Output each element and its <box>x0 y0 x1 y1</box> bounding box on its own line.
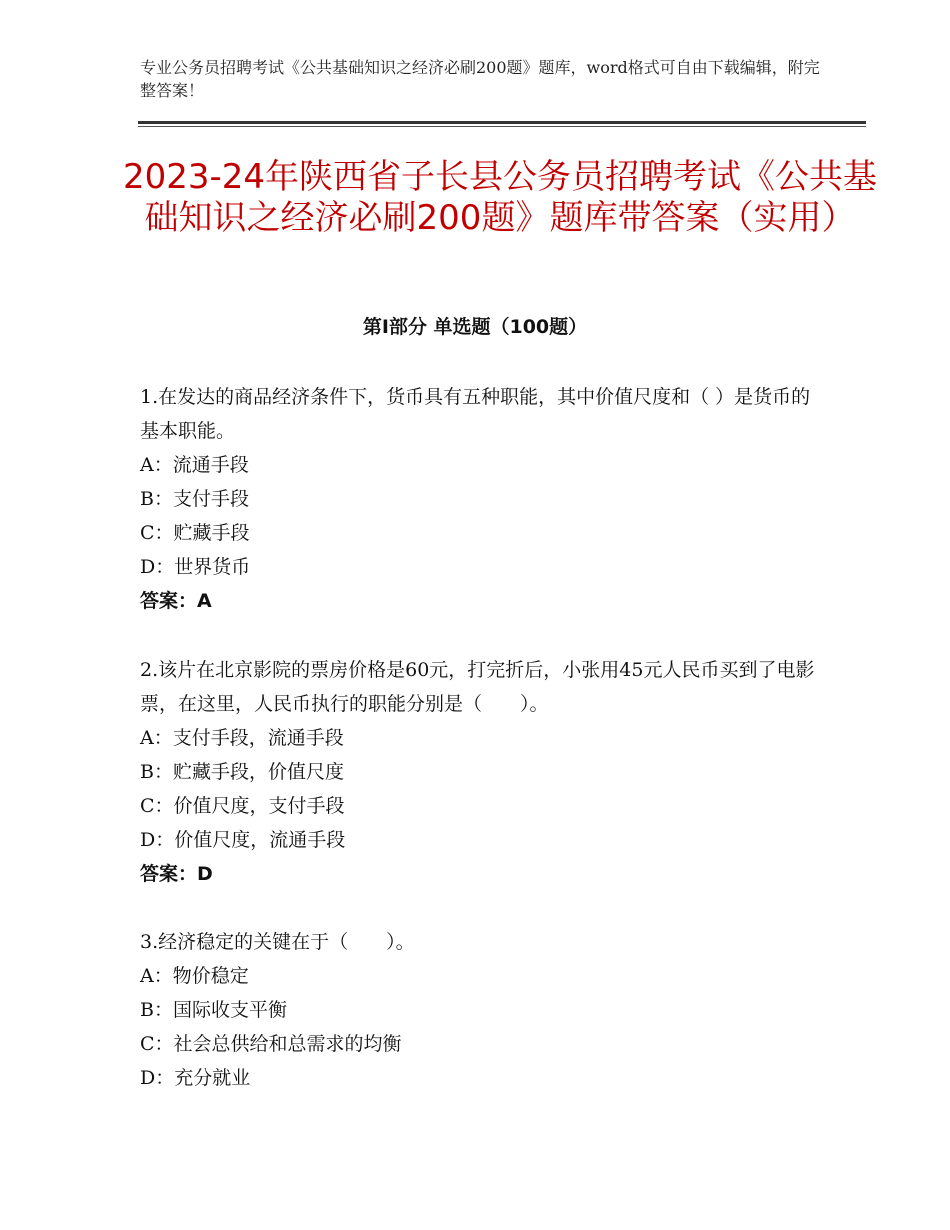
option-a: A：流通手段 <box>140 454 249 476</box>
header-divider-thin <box>138 126 866 127</box>
option-d: D：价值尺度，流通手段 <box>140 829 346 851</box>
question-1 <box>140 380 820 618</box>
option-c: C：社会总供给和总需求的均衡 <box>140 1033 402 1055</box>
option-b: B：贮藏手段，价值尺度 <box>140 761 344 783</box>
option-b: B：国际收支平衡 <box>140 999 287 1021</box>
question-stem: 1.在发达的商品经济条件下，货币具有五种职能，其中价值尺度和（ ）是货币的基本职能。 <box>140 386 811 442</box>
answer-line: 答案：D <box>140 863 213 885</box>
option-a: A：物价稳定 <box>140 965 249 987</box>
document-title: 2023-24年陕西省子长县公务员招聘考试《公共基础知识之经济必刷200题》题库带答案（实用） <box>122 157 878 238</box>
option-d: D：充分就业 <box>140 1067 251 1089</box>
question-2 <box>140 653 820 891</box>
answer-line: 答案：A <box>140 590 212 612</box>
option-d: D：世界货币 <box>140 556 251 578</box>
section-heading: 第Ⅰ部分 单选题（100题） <box>362 316 588 338</box>
option-c: C：价值尺度，支付手段 <box>140 795 345 817</box>
question-3 <box>140 925 820 1095</box>
question-stem: 2.该片在北京影院的票房价格是60元，打完折后，小张用45元人民币买到了电影票，在这里，人民币执行的职能分别是（ ）。 <box>140 659 815 715</box>
header-note: 专业公务员招聘考试《公共基础知识之经济必刷200题》题库，word格式可自由下载编辑，附完整答案！ <box>140 58 820 100</box>
option-b: B：支付手段 <box>140 488 249 510</box>
question-stem: 3.经济稳定的关键在于（ ）。 <box>140 931 415 953</box>
option-c: C：贮藏手段 <box>140 522 250 544</box>
option-a: A：支付手段，流通手段 <box>140 727 344 749</box>
header-divider-thick <box>138 121 866 124</box>
